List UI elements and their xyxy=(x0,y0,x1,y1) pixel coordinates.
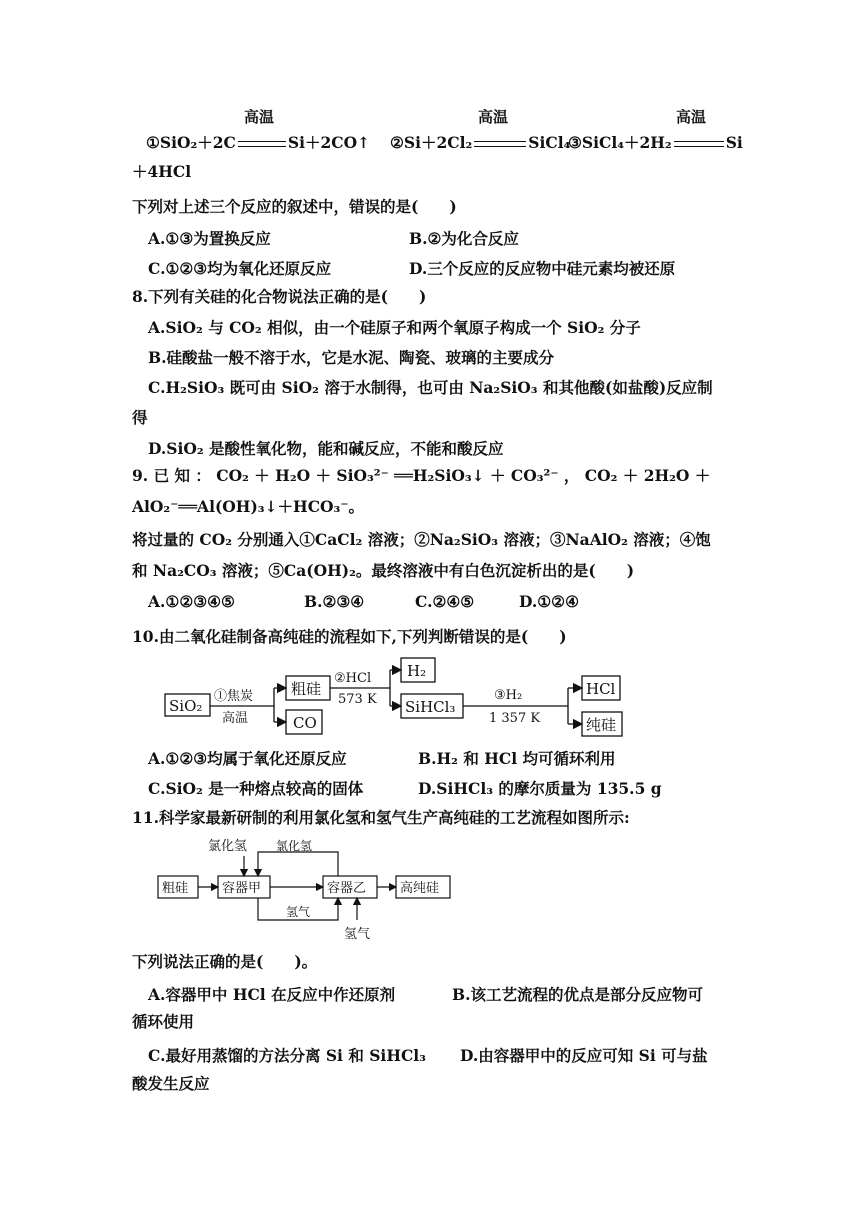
q11-question: 下列说法正确的是( )。 xyxy=(132,952,318,971)
q7-option-b: B.②为化合反应 xyxy=(409,229,519,248)
flow-crude-si: 粗硅 xyxy=(291,680,322,698)
q10-option-a: A.①②③均属于氧化还原反应 xyxy=(148,749,347,768)
reaction3-condition: 高温 xyxy=(676,108,707,126)
flow-sio2: SiO₂ xyxy=(169,697,203,715)
q7-option-d: D.三个反应的反应物中硅元素均被还原 xyxy=(409,259,676,278)
flow-step3: ③H₂ xyxy=(494,688,523,703)
reaction1-condition: 高温 xyxy=(244,108,275,126)
q10-option-b: B.H₂ 和 HCl 均可循环利用 xyxy=(418,749,616,768)
q11-stem: 11.科学家最新研制的利用氯化氢和氢气生产高纯硅的工艺流程如图所示: xyxy=(132,808,630,827)
q11-option-b-cont: 循环使用 xyxy=(132,1012,195,1031)
q8-option-a: A.SiO₂ 与 CO₂ 相似，由一个硅原子和两个氧原子构成一个 SiO₂ 分子 xyxy=(148,318,641,337)
flow-step2: ②HCl xyxy=(334,671,372,686)
flow-hcl-loop: 氯化氢 xyxy=(276,839,313,853)
flow-sihcl3: SiHCl₃ xyxy=(405,698,456,716)
flow-hcl-in: 氯化氢 xyxy=(208,839,248,854)
q9-line3: 将过量的 CO₂ 分别通入①CaCl₂ 溶液；②Na₂SiO₃ 溶液；③NaAlO₂ 溶液；④饱 xyxy=(132,530,711,549)
q10-option-d: D.SiHCl₃ 的摩尔质量为 135.5 g xyxy=(418,779,662,798)
flow-step3-cond: 1 357 K xyxy=(489,711,541,726)
q9-line1: 9. 已 知 ： CO₂ ＋ H₂O ＋ SiO₃²⁻ ══H₂SiO₃↓ ＋ CO₃²⁻ ， CO₂ ＋ 2H₂O ＋ xyxy=(132,466,711,485)
q8-option-d: D.SiO₂ 是酸性氧化物，能和碱反应，不能和酸反应 xyxy=(148,439,504,458)
q9-option-c: C.②④⑤ xyxy=(415,592,475,611)
q11-option-a: A.容器甲中 HCl 在反应中作还原剂 xyxy=(148,985,396,1004)
reaction2: ②Si＋2Cl₂ SiCl₄ xyxy=(390,133,571,152)
flow-step2-cond: 573 K xyxy=(338,692,377,707)
flow-h2: H₂ xyxy=(407,662,427,680)
flow-co: CO xyxy=(293,714,317,732)
flow-step1: ①焦炭 xyxy=(214,689,254,704)
flow-crude-si: 粗硅 xyxy=(162,881,189,896)
q10-option-c: C.SiO₂ 是一种熔点较高的固体 xyxy=(148,779,364,798)
flow-pure-si: 高纯硅 xyxy=(400,881,440,896)
q11-option-d-cont: 酸发生反应 xyxy=(132,1074,210,1093)
flow-step1-cond: 高温 xyxy=(222,711,249,726)
flow-vessel-a: 容器甲 xyxy=(222,881,262,896)
q8-option-c: C.H₂SiO₃ 既可由 SiO₂ 溶于水制得，也可由 Na₂SiO₃ 和其他酸(如盐酸)反应制 xyxy=(148,378,713,397)
q8-option-c-cont: 得 xyxy=(132,408,148,427)
q9-option-b: B.②③④ xyxy=(304,592,365,611)
flow-h2-loop: 氢气 xyxy=(286,905,311,919)
flow-hcl: HCl xyxy=(586,680,616,698)
q7-stem: 下列对上述三个反应的叙述中，错误的是( ) xyxy=(132,197,457,216)
reaction3-continued: ＋4HCl xyxy=(132,162,192,181)
q11-option-b: B.该工艺流程的优点是部分反应物可 xyxy=(452,985,703,1004)
q7-option-c: C.①②③均为氧化还原反应 xyxy=(148,259,332,278)
q11-option-d: D.由容器甲中的反应可知 Si 可与盐 xyxy=(460,1046,708,1065)
reaction1: ①SiO₂＋2C Si＋2CO↑ xyxy=(146,133,371,152)
q7-option-a: A.①③为置换反应 xyxy=(148,229,271,248)
flow-h2-in: 氢气 xyxy=(344,927,371,942)
q8-stem: 8.下列有关硅的化合物说法正确的是( ) xyxy=(132,287,427,306)
flow-pure-si: 纯硅 xyxy=(586,716,617,734)
reaction3: ③SiCl₄＋2H₂ Si xyxy=(568,133,743,152)
q9-line2: AlO₂⁻══Al(OH)₃↓＋HCO₃⁻。 xyxy=(132,497,365,516)
flow-vessel-b: 容器乙 xyxy=(327,881,367,896)
q9-line4: 和 Na₂CO₃ 溶液；⑤Ca(OH)₂。最终溶液中有白色沉淀析出的是( ) xyxy=(132,561,635,580)
q8-option-b: B.硅酸盐一般不溶于水，它是水泥、陶瓷、玻璃的主要成分 xyxy=(148,348,554,367)
q10-stem: 10.由二氧化硅制备高纯硅的流程如下,下列判断错误的是( ) xyxy=(132,627,567,646)
q11-option-c: C.最好用蒸馏的方法分离 Si 和 SiHCl₃ xyxy=(148,1046,426,1065)
q9-option-d: D.①②④ xyxy=(519,592,579,611)
reaction2-condition: 高温 xyxy=(478,108,509,126)
q9-option-a: A.①②③④⑤ xyxy=(148,592,235,611)
